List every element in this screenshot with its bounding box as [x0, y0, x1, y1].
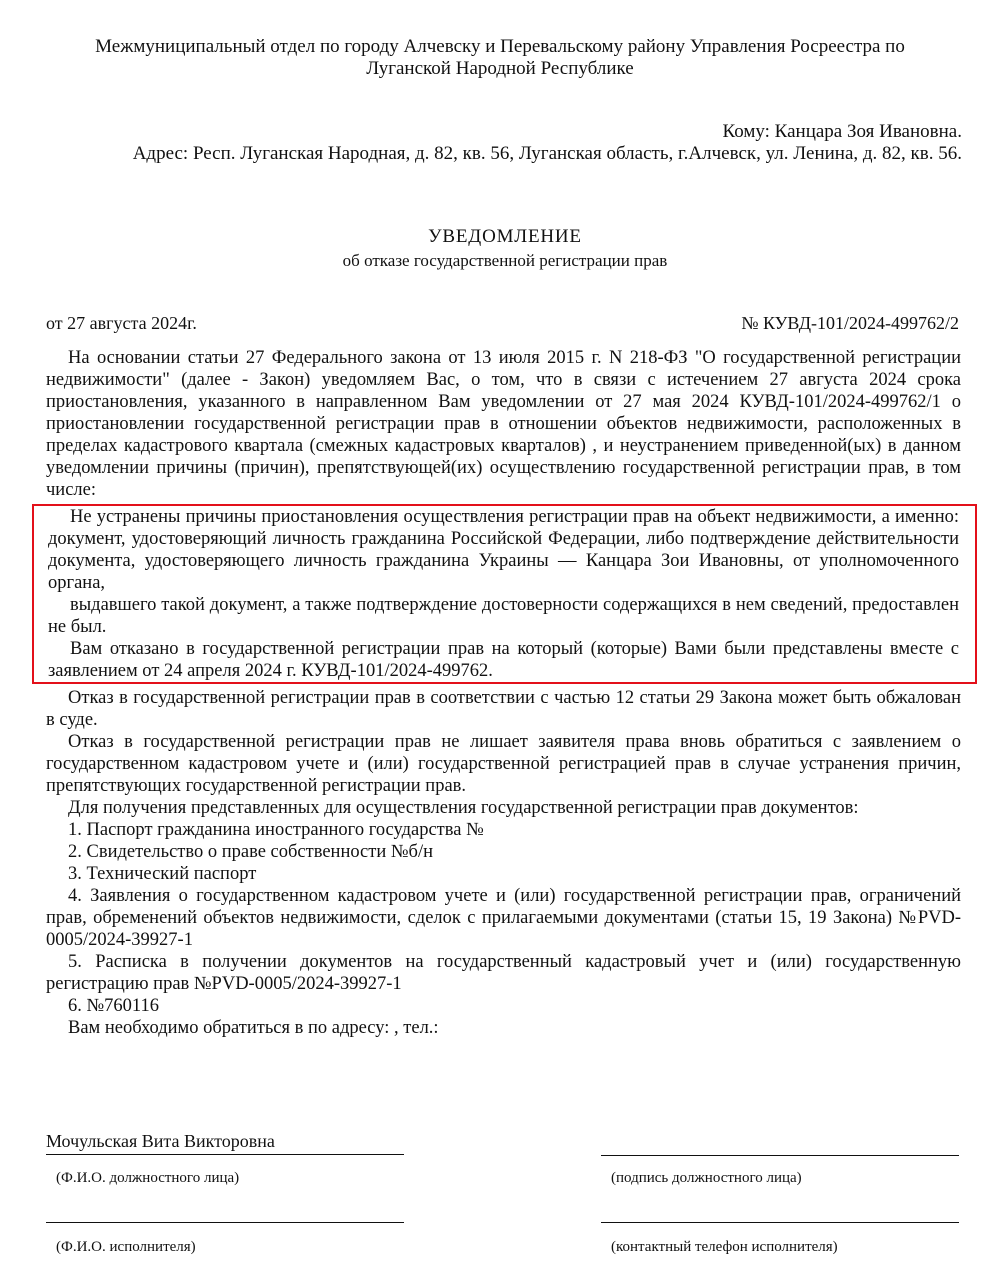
notice-date: от 27 августа 2024г.	[46, 313, 197, 333]
document-item: 3. Технический паспорт	[68, 864, 257, 884]
document-subtitle: об отказе государственной регистрации прав	[342, 251, 668, 270]
document-item: 2. Свидетельство о праве собственности №б/н	[68, 842, 433, 862]
reason-paragraph-1: Не устранены причины приостановления осуществления регистрации прав на объект недвижимости, а именно: документ, удостоверяющий личность гражданина Российской Федерации, либо подтверждение действительности документа, удостоверяющего личность гражданина Украины — Канцара Зои Ивановны, от уполномоченного органа,	[48, 507, 959, 593]
document-item: 1. Паспорт гражданина иностранного государства №	[68, 820, 484, 840]
document-item: 4. Заявления о государственном кадастровом учете и (или) государственной регистрации прав, ограничений прав, обременений объектов недвижимости, сделок с прилагаемыми документами (статьи 15, 19 Закона) №PVD-0005/2024-39927-1	[46, 886, 961, 950]
document-item: 5. Расписка в получении документов на государственный кадастровый учет и (или) государственную регистрацию прав №PVD-0005/2024-39927-1	[46, 952, 961, 994]
signature-line	[601, 1155, 959, 1156]
phone-caption: (контактный телефон исполнителя)	[611, 1239, 838, 1255]
appeal-paragraph: Отказ в государственной регистрации прав в соответствии с частью 12 статьи 29 Закона может быть обжалован в суде.	[46, 688, 961, 730]
executor-line	[46, 1222, 404, 1223]
highlighted-refusal-reason	[32, 504, 977, 684]
phone-line	[601, 1222, 959, 1223]
signature-caption: (подпись должностного лица)	[611, 1170, 802, 1186]
document-item: 6. №760116	[68, 996, 159, 1016]
reason-paragraph-2: выдавшего такой документ, а также подтверждение достоверности содержащихся в нем сведений, предоставлен не был.	[48, 595, 959, 637]
authority-line-2: Луганской Народной Республике	[366, 58, 634, 79]
recipient-name: Кому: Канцара Зоя Ивановна.	[722, 121, 962, 142]
official-caption: (Ф.И.О. должностного лица)	[56, 1170, 240, 1186]
executor-caption: (Ф.И.О. исполнителя)	[56, 1239, 196, 1255]
reapply-paragraph: Отказ в государственной регистрации прав не лишает заявителя права вновь обратиться с заявлением о государственном кадастровом учете и (или) государственной регистрацией прав в случае устранения причин, препятствующих государственной регистрации прав.	[46, 732, 961, 796]
notice-number: № КУВД-101/2024-499762/2	[741, 313, 959, 333]
refusal-paragraph: Вам отказано в государственной регистрации прав на который (которые) Вами были представлены вместе с заявлением от 24 апреля 2024 г. КУВД-101/2024-499762.	[48, 639, 959, 681]
contact-paragraph: Вам необходимо обратиться в по адресу: , тел.:	[68, 1018, 439, 1038]
intro-paragraph: На основании статьи 27 Федерального закона от 13 июля 2015 г. N 218-ФЗ "О государственной регистрации недвижимости" (далее - Закон) уведомляем Вас, о том, что в связи с истечением 27 августа 2024 срока приостановления, указанного в направленном Вам уведомлении от 27 мая 2024 КУВД-101/2024-499762/1 о приостановлении государственной регистрации прав в отношении объектов недвижимости, расположенных в пределах кадастрового квартала (смежных кадастровых кварталов) , и неустранением приведенной(ых) в данном уведомлении причины (причин), препятствующей(их) осуществлению государственной регистрации прав, в том числе:	[46, 348, 961, 500]
documents-intro: Для получения представленных для осуществления государственной регистрации прав документов:	[68, 798, 859, 818]
recipient-block	[40, 121, 962, 165]
authority-line-1: Межмуниципальный отдел по городу Алчевску и Перевальскому району Управления Росреестра по	[95, 36, 905, 57]
document-title: УВЕДОМЛЕНИЕ	[428, 226, 582, 247]
official-name: Мочульская Вита Викторовна	[46, 1131, 404, 1155]
notice-body	[46, 347, 961, 1039]
issuing-authority	[40, 36, 960, 80]
recipient-address: Адрес: Респ. Луганская Народная, д. 82, кв. 56, Луганская область, г.Алчевск, ул. Ленина, д. 82, кв. 56.	[132, 143, 962, 164]
